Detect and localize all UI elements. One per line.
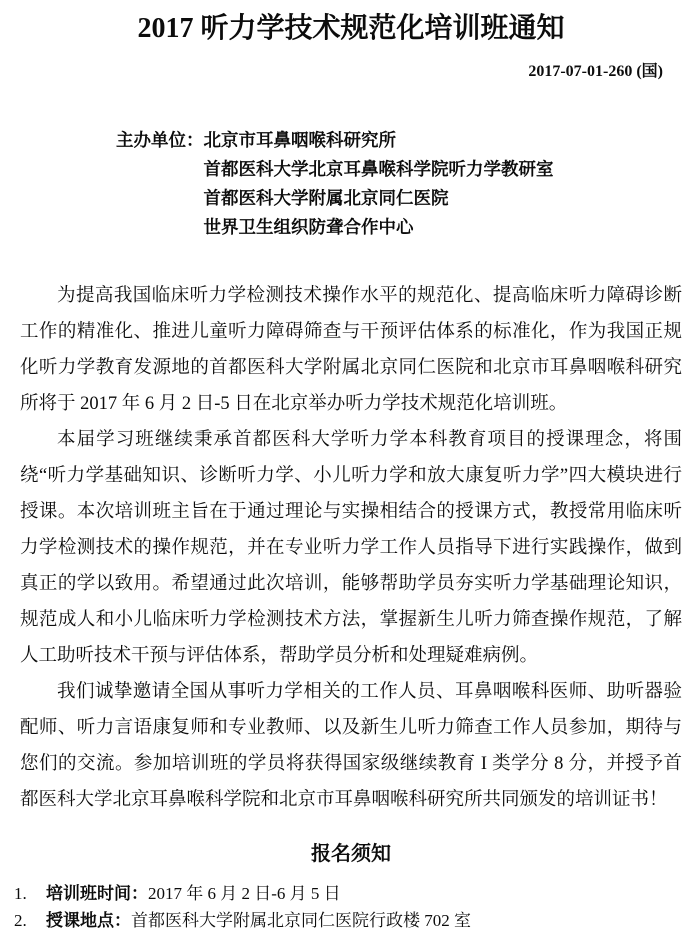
section-heading-registration-notes: 报名须知 (311, 843, 391, 865)
organizer-item: 首都医科大学北京耳鼻喉科学院听力学教研室 (203, 159, 554, 179)
body-paragraph: 我们诚挚邀请全国从事听力学相关的工作人员、耳鼻咽喉科医师、助听器验配师、听力言语康复师和专业教师、以及新生儿听力筛查工作人员参加，期待与您们的交流。参加培训班的学员将获得国家级继续教育 I 类学分 8 分，并授予首都医科大学北京耳鼻喉科学院和北京市耳鼻咽喉科研究所共同颁发的培训证书！ (20, 682, 682, 810)
notice-item-number: 1. (14, 884, 27, 903)
organizers-label: 主办单位： (116, 130, 204, 150)
notice-item-value: 首都医科大学附属北京同仁医院行政楼 702 室 (131, 911, 471, 930)
notice-item-label: 授课地点： (46, 911, 131, 930)
document-title: 2017 听力学技术规范化培训班通知 (137, 13, 565, 44)
body-text (20, 278, 682, 818)
organizers-list (204, 126, 554, 242)
organizer-item: 世界卫生组织防聋合作中心 (203, 217, 414, 237)
notice-item (14, 880, 682, 907)
body-paragraph: 本届学习班继续秉承首都医科大学听力学本科教育项目的授课理念，将围绕“听力学基础知识、诊断听力学、小儿听力学和放大康复听力学”四大模块进行授课。本次培训班主旨在于通过理论与实操相结合的授课方式，教授常用临床听力学检测技术的操作规范，并在专业听力学工作人员指导下进行实践操作，做到真正的学以致用。希望通过此次培训，能够帮助学员夯实听力学基础理论知识，规范成人和小儿临床听力学检测技术方法，掌握新生儿听力筛查操作规范，了解人工助听技术干预与评估体系，帮助学员分析和处理疑难病例。 (20, 430, 682, 666)
notice-list (14, 880, 682, 934)
notice-item-value: 2017 年 6 月 2 日-6 月 5 日 (148, 884, 341, 903)
notice-item (14, 907, 682, 934)
document-number: 2017-07-01-260 (国) (528, 63, 663, 80)
notice-item-number: 2. (14, 911, 27, 930)
organizer-item: 北京市耳鼻咽喉科研究所 (203, 130, 396, 150)
organizers-block (116, 126, 682, 242)
body-paragraph: 为提高我国临床听力学检测技术操作水平的规范化、提高临床听力障碍诊断工作的精准化、推进儿童听力障碍筛查与干预评估体系的标准化，作为我国正规化听力学教育发源地的首都医科大学附属北京同仁医院和北京市耳鼻咽喉科研究所将于 2017 年 6 月 2 日-5 日在北京举办听力学技术规范化培训班。 (20, 286, 682, 414)
organizer-item: 首都医科大学附属北京同仁医院 (203, 188, 449, 208)
notice-item-label: 培训班时间： (46, 884, 148, 903)
